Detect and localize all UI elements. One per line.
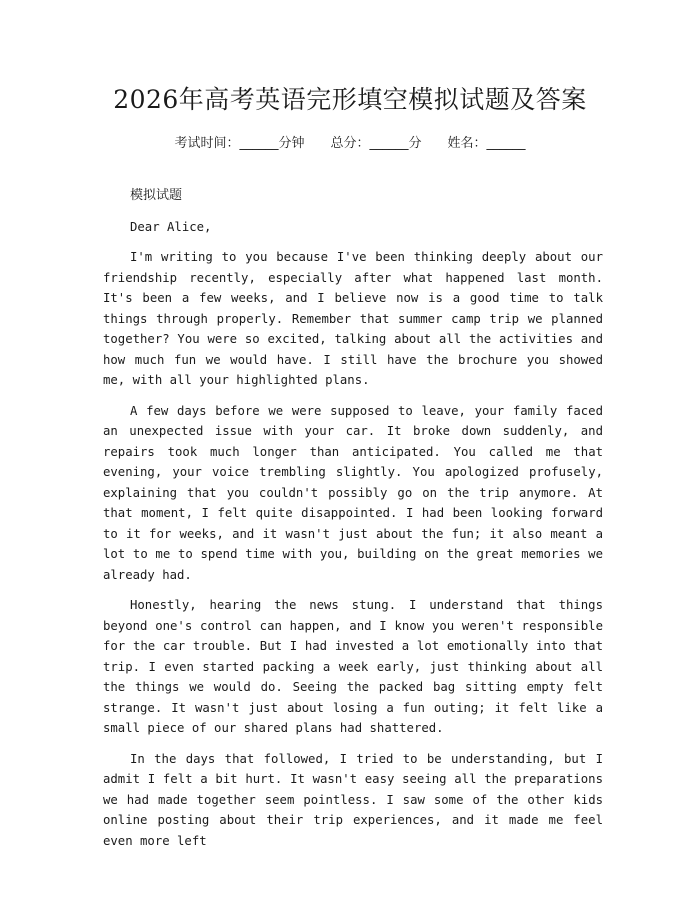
- section-heading: 模拟试题: [130, 188, 183, 203]
- exam-time-label: 考试时间：______分钟: [174, 136, 305, 151]
- paragraph-1: I'm writing to you because I've been thinking deeply about our friendship recently, especially after what happened last month. It's been a few weeks, and I believe now is a good time to talk things through properly. Remember that summer camp trip we planned together? You were so excited, talking about all the activities and how much fun we would have. I still have the brochure you showed me, with all your highlighted plans.: [103, 250, 603, 387]
- paragraph-3: Honestly, hearing the news stung. I understand that things beyond one's control can happen, and I know you weren't responsible for the car trouble. But I had invested a lot emotionally into that trip. I even started packing a week early, just thinking about all the things we would do. Seeing the packed bag sitting empty felt strange. It wasn't just about losing a fun outing; it felt like a small piece of our shared plans had shattered.: [103, 598, 603, 735]
- exam-meta: [0, 132, 700, 151]
- document-title: 2026年高考英语完形填空模拟试题及答案: [113, 85, 587, 114]
- paragraph-4: In the days that followed, I tried to be understanding, but I admit I felt a bit hurt. It wasn't easy seeing all the preparations we had made together seem pointless. I saw some of the other kids online posting about their trip experiences, and it made me feel even more left: [103, 751, 603, 848]
- paragraph-2: A few days before we were supposed to leave, your family faced an unexpected issue with your car. It broke down suddenly, and repairs took much longer than anticipated. You called me that evening, your voice trembling slightly. You apologized profusely, explaining that you couldn't possibly go on the trip anymore. At that moment, I felt quite disappointed. I had been looking forward to it for weeks, and it wasn't just about the fun; it also meant a lot to me to spend time with you, building on the great memories we already had.: [103, 403, 603, 582]
- total-score-label: 总分：______分: [330, 136, 422, 151]
- document-body: [103, 186, 603, 861]
- letter-greeting: Dear Alice,: [130, 219, 212, 234]
- student-name-label: 姓名：______: [447, 136, 526, 151]
